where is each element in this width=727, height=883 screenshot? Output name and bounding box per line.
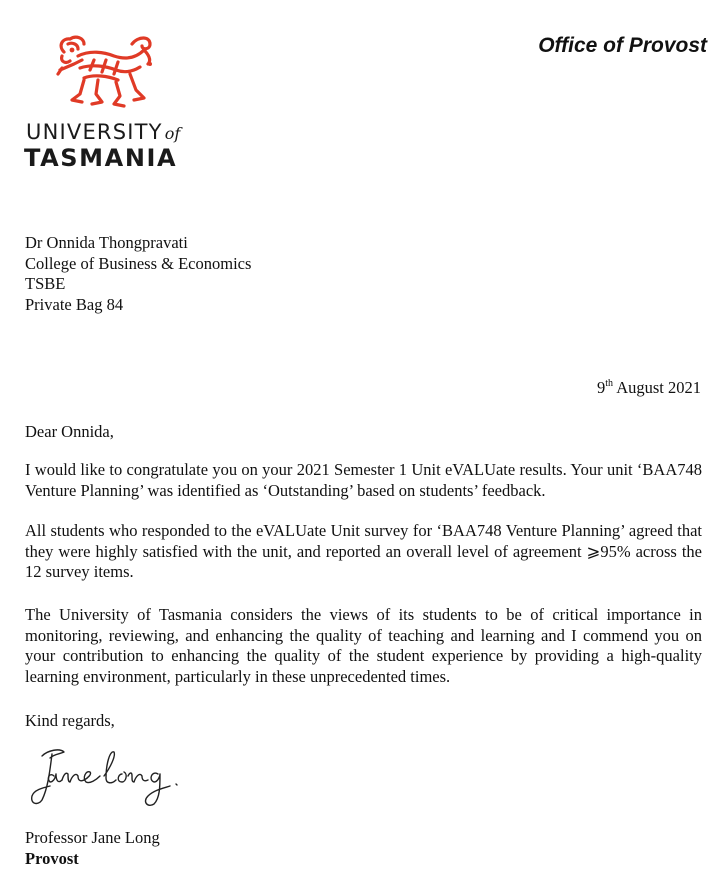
university-logo xyxy=(24,34,199,174)
date-rest: August 2021 xyxy=(616,378,701,397)
office-title: Office of Provost xyxy=(538,34,707,57)
logo-tasmania-text: TASMANIA xyxy=(24,144,178,172)
recipient-address xyxy=(25,233,251,315)
date-day: 9 xyxy=(596,378,606,397)
date-suffix: th xyxy=(605,377,613,389)
letter-date xyxy=(597,378,701,399)
salutation: Dear Onnida, xyxy=(25,422,114,441)
paragraph-commendation: The University of Tasmania considers the views of its students to be of critical importance in monitoring, reviewing, and enhancing the quality of teaching and learning and I commend you on your contribution to enhancing the quality of the student experience by providing a high-quality learning environment, particularly in these unprecedented times. xyxy=(25,605,702,686)
recipient-name: Dr Onnida Thongpravati xyxy=(25,233,188,252)
handwritten-signature xyxy=(20,742,200,814)
recipient-mailbox: Private Bag 84 xyxy=(25,294,124,314)
lion-crest-icon xyxy=(54,34,154,114)
logo-university-text: UNIVERSITY of xyxy=(26,120,181,144)
paragraph-survey-results: All students who responded to the eVALUate Unit survey for ‘BAA748 Venture Planning’ agreed that they were highly satisfied with the unit, and reported an overall level of agreement ⩾95% across the 12 survey items. xyxy=(25,521,702,581)
signatory-name: Professor Jane Long xyxy=(25,828,160,847)
signatory-title: Provost xyxy=(25,849,79,868)
recipient-college: College of Business & Economics xyxy=(25,253,252,273)
recipient-school: TSBE xyxy=(25,274,66,293)
paragraph-congratulations: I would like to congratulate you on your 2021 Semester 1 Unit eVALUate results. Your unit ‘BAA748 Venture Planning’ was identified as ‘Outstanding’ based on students’ feedback. xyxy=(25,460,702,500)
closing: Kind regards, xyxy=(25,711,115,730)
